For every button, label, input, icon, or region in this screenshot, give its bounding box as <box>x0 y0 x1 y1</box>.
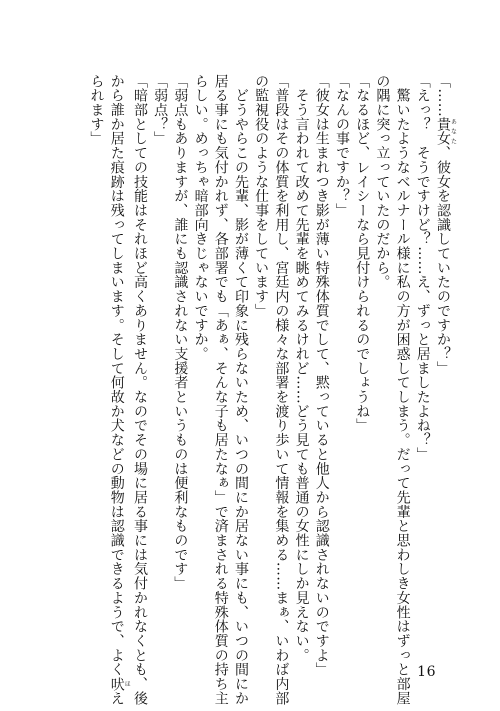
text-line-3: 驚いたようなベルナール様に私の方が困惑してしまう。だって先輩と思わしき女性はずっと部屋 <box>394 74 411 706</box>
text-line-1: 「……貴女あなた、彼女を認識していたのですか？」 <box>435 74 457 376</box>
text-line-16: 「暗部としての技能はそれほど高くありません。なのでその場に居る事には気付かれなくとも、後 <box>131 74 148 706</box>
ruby-hoe: 吠ほ <box>108 676 131 692</box>
text-line-4: の隅に突っ立っていたのだから。 <box>374 74 391 290</box>
text-line-13: らしい。めっちゃ暗部向きじゃないですか。 <box>192 74 209 361</box>
text-line-2: 「えっ？ そうですけど？……え、ずっと居ましたよね？」 <box>414 74 431 462</box>
page-number: 16 <box>417 664 436 680</box>
text-line-9: 「普段はその体質を利用し、宮廷内の様々な部署を渡り歩いて情報を集める……まぁ、いわば内部 <box>273 74 290 706</box>
text-line-12: 居る事にも気付かれず、各部署でも「あぁ、そんな子も居たなぁ」で済まされる特殊体質の持ち主 <box>212 74 229 706</box>
text-line-8: そう言われて改めて先輩を眺めてみるけれど……どう見ても普通の女性にしか見えない。 <box>293 74 310 663</box>
text-line-14: 「弱点もありますが、誰にも認識されない支援者というものは便利なものです」 <box>172 74 189 591</box>
ruby-anata: 貴女あなた <box>435 117 457 146</box>
text-line-7: 「彼女は生まれつき影が薄い特殊体質でして、黙っていると他人から認識されないのですよ」 <box>313 74 330 677</box>
text-line-6: 「なんの事ですか？」 <box>333 74 350 218</box>
text-line-11: どうやらこの先輩、影が薄くて印象に残らないため、いつの間にか居ない事にも、いつの間にか <box>232 74 249 706</box>
text-line-18: られます」 <box>88 74 105 146</box>
text-line-17: から誰か居た痕跡は残ってしまいます。そして何故か犬などの動物は認識できるようで、よく吠ほえ <box>108 74 131 706</box>
text-line-15: 「弱点？」 <box>152 74 169 146</box>
text-line-10: の監視役のような仕事をしています」 <box>253 74 270 318</box>
text-line-5: 「なるほど、レイシーなら見付けられるのでしょうね」 <box>354 74 371 433</box>
